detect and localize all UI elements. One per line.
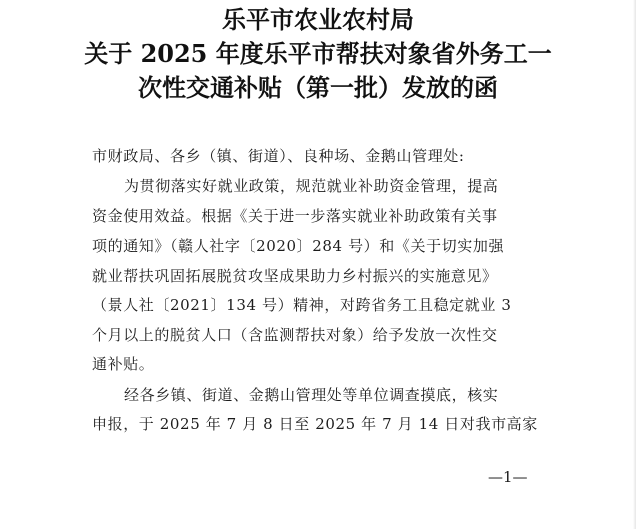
document-title-line-3: 次性交通补贴（第一批）发放的函 (138, 73, 498, 102)
document-title-line-1: 乐平市农业农村局 (222, 5, 414, 34)
body-line: 为贯彻落实好就业政策，规范就业补助资金管理，提高 (124, 177, 499, 195)
body-line: 资金使用效益。根据《关于进一步落实就业补助政策有关事 (92, 207, 498, 225)
page-number: —1— (488, 468, 528, 486)
body-line: 经各乡镇、街道、金鹅山管理处等单位调查摸底，核实 (124, 386, 499, 404)
body-line: 个月以上的脱贫人口（含监测帮扶对象）给予发放一次性交 (92, 326, 498, 344)
document-title-line-2: 关于 2025 年度乐平市帮扶对象省外务工一 (84, 39, 552, 68)
body-line: 就业帮扶巩固拓展脱贫攻坚成果助力乡村振兴的实施意见》 (92, 267, 498, 285)
body-line: 通补贴。 (92, 355, 155, 373)
body-line: 项的通知》（赣人社字〔2020〕284 号）和《关于切实加强 (92, 237, 505, 255)
body-line: （景人社〔2021〕134 号）精神，对跨省务工且稳定就业 3 (92, 296, 512, 314)
body-line: 申报，于 2025 年 7 月 8 日至 2025 年 7 月 14 日对我市高家 (92, 415, 538, 433)
addressee-line: 市财政局、各乡（镇、街道）、良种场、金鹅山管理处: (92, 147, 465, 165)
